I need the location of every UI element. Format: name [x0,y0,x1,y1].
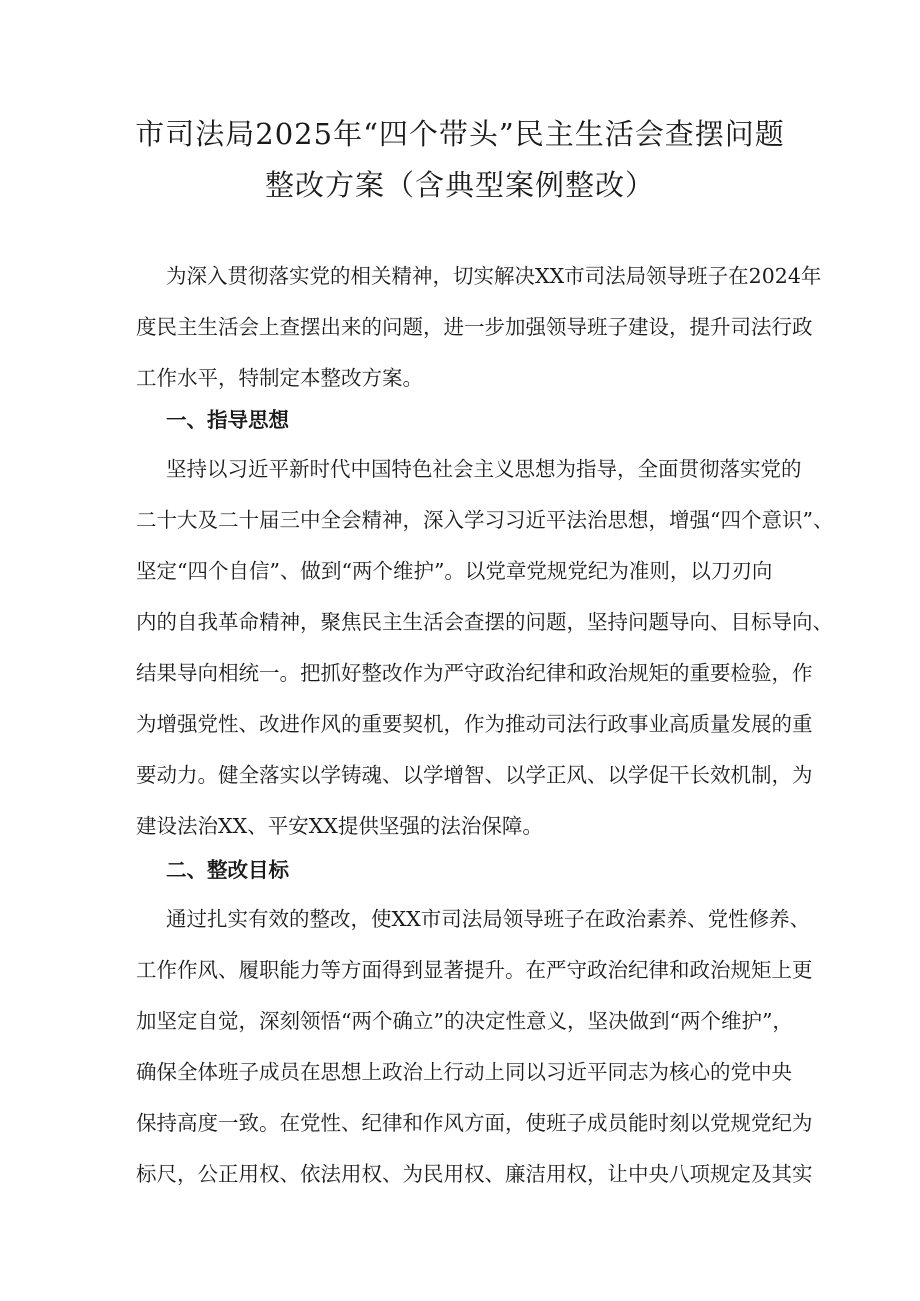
section-heading-guiding-ideology: 一、指导思想 [166,408,289,432]
paragraph-line: 结果导向相统一。把抓好整改作为严守政治纪律和政治规矩的重要检验，作 [136,661,813,685]
paragraph-line: 标尺，公正用权、依法用权、为民用权、廉洁用权，让中央八项规定及其实 [136,1162,813,1186]
paragraph-line: 坚持以习近平新时代中国特色社会主义思想为指导，全面贯彻落实党的 [166,457,802,481]
document-title-line-1: 市司法局2025年“四个带头”民主生活会查摆问题 [135,117,785,151]
intro-line: 为深入贯彻落实党的相关精神，切实解决XX市司法局领导班子在2024年 [166,264,822,288]
paragraph-line: 通过扎实有效的整改，使XX市司法局领导班子在政治素养、党性修养、 [166,907,811,931]
paragraph-line: 要动力。健全落实以学铸魂、以学增智、以学正风、以学促干长效机制，为 [136,763,813,787]
paragraph-line: 内的自我革命精神，聚焦民主生活会查摆的问题，坚持问题导向、目标导向、 [136,610,833,634]
paragraph-line: 为增强党性、改进作风的重要契机，作为推动司法行政事业高质量发展的重 [136,712,813,736]
document-title-line-2: 整改方案（含典型案例整改） [264,168,655,202]
paragraph-line: 二十大及二十届三中全会精神，深入学习习近平法治思想，增强“四个意识”、 [136,508,834,532]
section-heading-rectification-goals: 二、整改目标 [166,858,289,882]
paragraph-line: 坚定“四个自信”、做到“两个维护”。以党章党规党纪为准则，以刀刃向 [136,559,773,583]
intro-line: 度民主生活会上查摆出来的问题，进一步加强领导班子建设，提升司法行政 [136,315,813,339]
paragraph-line: 加坚定自觉，深刻领悟“两个确立”的决定性意义，坚决做到“两个维护”， [136,1009,793,1033]
paragraph-line: 确保全体班子成员在思想上政治上行动上同以习近平同志为核心的党中央 [136,1060,792,1084]
paragraph-line: 建设法治XX、平安XX提供坚强的法治保障。 [136,814,543,838]
paragraph-line: 工作作风、履职能力等方面得到显著提升。在严守政治纪律和政治规矩上更 [136,958,813,982]
intro-line: 工作水平，特制定本整改方案。 [136,366,423,390]
paragraph-line: 保持高度一致。在党性、纪律和作风方面，使班子成员能时刻以党规党纪为 [136,1111,813,1135]
